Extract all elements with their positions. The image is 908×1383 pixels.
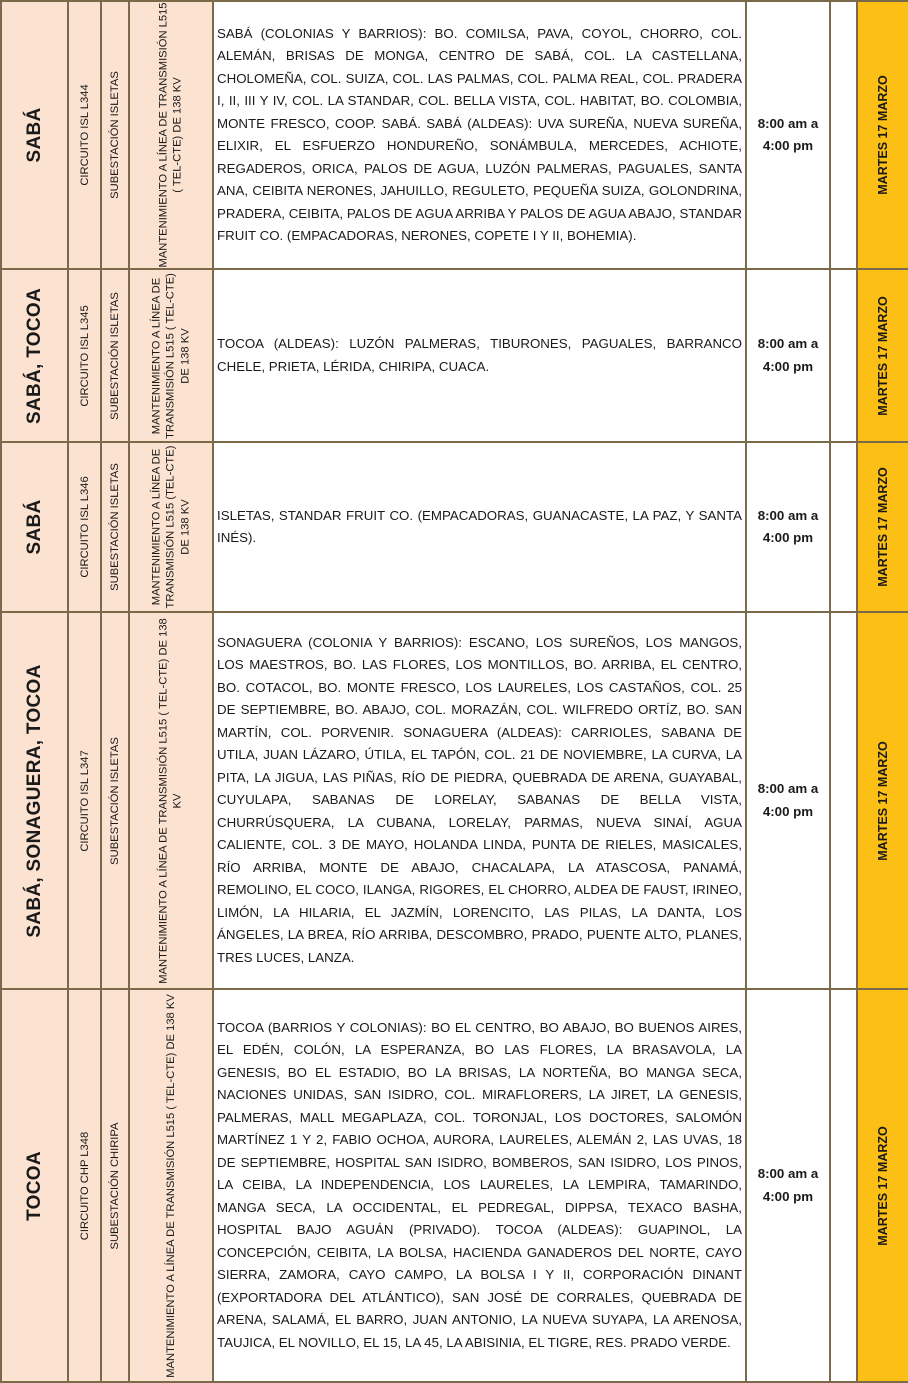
circuito-cell [68,989,101,1382]
trabajo-line: DE 138 KV [179,327,192,384]
circuito-label: CIRCUITO ISL L345 [78,304,91,407]
horario-label [747,113,829,158]
trabajo-label [164,994,178,1378]
circuito-cell [68,1,101,269]
subestacion-cell [101,989,129,1382]
subestacion-label: SUBESTACIÓN ISLETAS [108,291,121,420]
spacer-cell [830,442,857,612]
trabajo-line: MANTENIMIENTO A LÍNEA DE [150,277,163,434]
fecha-label: MARTES 17 MARZO [876,740,890,861]
municipio-label: SABÁ [23,107,45,163]
circuito-cell [68,269,101,442]
spacer-cell [830,1,857,269]
horario-label [747,1163,829,1208]
subestacion-label: SUBESTACIÓN ISLETAS [108,736,121,865]
horario-cell [746,442,830,612]
trabajo-cell [129,612,213,989]
fecha-label: MARTES 17 MARZO [876,295,890,416]
horario-cell [746,989,830,1382]
horario-cell [746,269,830,442]
subestacion-cell [101,269,129,442]
circuito-label: CIRCUITO ISL L346 [78,476,91,578]
areas-text: TOCOA (ALDEAS): LUZÓN PALMERAS, TIBURONES, PAGUALES, BARRANCO CHELE, PRIETA, LÉRIDA, CHIRIPA, CUACA. [217,336,742,374]
subestacion-cell [101,1,129,269]
trabajo-line: MANTENIMIENTO A LÍNEA DE [150,448,163,606]
circuito-label: CIRCUITO ISL L344 [78,84,91,186]
areas-text: SONAGUERA (COLONIA Y BARRIOS): ESCANO, LOS SUREÑOS, LOS MANGOS, LOS MAESTROS, BO. LAS FLORES, LOS MONTILLOS, BO. ARRIBA, EL CENTRO, BO. COTACOL, BO. MONTE FRESCO, LOS LAURELES, LOS CASTAÑOS, COL. 25 DE SEPTIEMBRE, BO. ABAJO, COL. MORAZÁN, COL. WILFREDO ORTÍZ, BO. SAN MARTÍN, COL. PORVENIR. SONAGUERA (ALDEAS): CARRIOLES, SABANA DE UTILA, JUAN LÁZARO, ÚTILA, EL TAPÓN, COL. 21 DE NOVIEMBRE, LA CURVA, LA PITA, LA JIGUA, LAS PIÑAS, RÍO DE PIEDRA, QUEBRADA DE ARENA, GUAYABAL, CUYULAPA, SABANAS DE LORELAY, SABANAS DE BELLA VISTA, CHURRÚSQUERA, LA CUBANA, LORELAY, PARMAS, NUEVA SINAÍ, AGUA CALIENTE, COL. 3 DE MAYO, HOLANDA LINDA, PUNTA DE RIELES, MASICALES, RÍO ARRIBA, MONTE DE ABAJO, CHACALAPA, LA ATASCOSA, PANAMÁ, REMOLINO, EL COCO, ILANGA, RIGORES, EL CHORRO, ALDEA DE FAUST, IRINEO, LIMÓN, LA HILARIA, EL JAZMÍN, LORENCITO, LAS PILAS, LA DANTA, LOS ÁNGELES, LA BREA, RÍO ARRIBA, DESCOMBRO, PRADO, PUENTE ALTO, PLANES, TRES LUCES, LANZA. [217,634,742,965]
subestacion-label: SUBESTACIÓN CHIRIPA [108,1121,121,1250]
horario-label [747,333,829,378]
municipio-cell [1,989,68,1382]
trabajo-line: ( TEL-CTE) DE 138 KV [172,77,184,193]
subestacion-cell [101,612,129,989]
trabajo-cell [129,1,213,269]
subestacion-label: SUBESTACIÓN ISLETAS [108,463,121,591]
circuito-cell [68,442,101,612]
circuito-cell [68,612,101,989]
subestacion-label: SUBESTACIÓN ISLETAS [108,71,121,199]
trabajo-cell [129,442,213,612]
trabajo-cell [129,989,213,1382]
municipio-cell [1,1,68,269]
horario-end: 4:00 pm [762,358,814,374]
areas-text: ISLETAS, STANDAR FRUIT CO. (EMPACADORAS, GUANACASTE, LA PAZ, Y SANTA INÉS). [217,507,742,545]
municipio-label: SABÁ, TOCOA [23,287,45,424]
fecha-cell [857,442,908,612]
trabajo-line: KV [172,793,184,808]
trabajo-label [157,618,186,984]
horario-end: 4:00 pm [762,138,814,153]
horario-start: 8:00 am a [757,781,819,796]
trabajo-line: TRANSMISIÓN L515 (TEL-CTE) [164,445,177,609]
trabajo-cell [129,269,213,442]
subestacion-cell [101,442,129,612]
fecha-label: MARTES 17 MARZO [876,75,890,195]
spacer-cell [830,989,857,1382]
horario-end: 4:00 pm [762,530,814,545]
horario-label [747,505,829,550]
table-row [1,989,908,1382]
municipio-cell [1,612,68,989]
table-row [1,269,908,442]
fecha-label: MARTES 17 MARZO [876,1125,890,1246]
horario-start: 8:00 am a [757,507,819,523]
trabajo-line: MANTENIMIENTO A LÍNEA DE TRANSMISIÓN L515 ( TEL-CTE) DE 138 [157,617,170,984]
municipio-cell [1,269,68,442]
horario-label [747,778,829,823]
areas-text: TOCOA (BARRIOS Y COLONIAS): BO EL CENTRO, BO ABAJO, BO BUENOS AIRES, EL EDÉN, COLÓN, LA ESPERANZA, BO LAS FLORES, LA BRASAVOLA, LA GENESIS, BO EL ESTADIO, BO LA BRISAS, LA NORTEÑA, BO MANGA SECA, NACIONES UNIDAS, SAN ISIDRO, COL. MIRAFLORERS, LA JIRET, LA GENESIS, PALMERAS, MALL MEGAPLAZA, COL. TORONJAL, LOS DOCTORES, SALOMÓN MARTÍNEZ 1 Y 2, FABIO OCHOA, AURORA, LAURELES, ALEMÁN 2, LAS UVAS, 18 DE SEPTIEMBRE, HOSPITAL SAN ISIDRO, BOMBEROS, SAN ISIDRO, LOS PINOS, LA CEIBA, LA INDEPENDENCIA, LOS LAURELES, LA LEMPIRA, TAMARINDO, MANGA SECA, LA OCCIDENTAL, EL PEDREGAL, DIPPSA, TEXACO BASHA, HOSPITAL BAJO AGUÁN (PRIVADO). TOCOA (ALDEAS): GUAPINOL, LA CONCEPCIÓN, CEIBITA, LA BOLSA, HACIENDA GANADEROS DEL NORTE, CAYO SIERRA, ZAMORA, CAYO CAMPO, LA BOLSA I Y II, CORPORACIÓN DINANT (EXPORTADORA DEL ATLÁNTICO), SAN JOSÉ DE CORRALES, QUEBRADA DE ARENA, SALAMÁ, EL BARRO, JUAN ANTONIO, LA NUEVA SUYAPA, LA ARENOSA, TAUJICA, EL NOVILLO, EL 15, LA 45, LA ABISINIA, EL TIGRE, RES. PRADO VERDE. [217,1019,742,1350]
areas-cell [213,989,746,1382]
spacer-cell [830,612,857,989]
table-row [1,442,908,612]
municipio-cell [1,442,68,612]
horario-cell [746,1,830,269]
trabajo-line: TRANSMISIÓN L515 ( TEL-CTE) [164,272,177,439]
circuito-label: CIRCUITO CHP L348 [78,1131,91,1240]
municipio-label: TOCOA [23,1150,45,1221]
areas-text: SABÁ (COLONIAS Y BARRIOS): BO. COMILSA, PAVA, COYOL, CHORRO, COL. ALEMÁN, BRISAS DE MONGA, CENTRO DE SABÁ, COL. LA CASTELLANA, CHOLOMEÑA, COL. SUIZA, COL. LAS PALMAS, COL. PALMA REAL, COL. PRADERA I, II, III Y IV, COL. LA STANDAR, COL. BELLA VISTA, COL. HABITAT, BO. COLOMBIA, MONTE FRESCO, COOP. SABÁ. SABÁ (ALDEAS): UVA SUREÑA, NUEVA SUREÑA, ELIXIR, EL ESFUERZO HONDUREÑO, SONÁMBULA, MERCEDES, ACHIOTE, REGADEROS, ORICA, PALOS DE AGUA, LUZÓN PALMERAS, PAGUALES, SANTA ANA, CEIBITA NERONES, JAHUILLO, REGULETO, PEQUEÑA SUIZA, GOLONDRINA, PRADERA, CEIBITA, PALOS DE AGUA ARRIBA Y PALOS DE AGUA ABAJO, STANDAR FRUIT CO. (EMPACADORAS, NERONES, COPETE I Y II, BOHEMIA). [217,25,742,243]
municipio-label: SABÁ, SONAGUERA, TOCOA [23,663,45,938]
trabajo-label [157,2,186,267]
horario-start: 8:00 am a [757,115,819,131]
areas-cell [213,269,746,442]
areas-cell [213,1,746,269]
horario-end: 4:00 pm [762,1188,814,1204]
fecha-cell [857,612,908,989]
municipio-label: SABÁ [23,499,45,555]
fecha-cell [857,1,908,269]
areas-cell [213,442,746,612]
table-row [1,612,908,989]
circuito-label: CIRCUITO ISL L347 [78,749,91,852]
horario-start: 8:00 am a [757,336,819,351]
trabajo-line: MANTENIMIENTO A LÍNEA DE TRANSMISIÓN L515 ( TEL-CTE) DE 138 KV [164,993,177,1378]
fecha-cell [857,269,908,442]
trabajo-line: DE 138 KV [179,499,192,555]
fecha-label: MARTES 17 MARZO [876,467,890,587]
horario-start: 8:00 am a [757,1166,819,1181]
horario-end: 4:00 pm [762,803,814,819]
spacer-cell [830,269,857,442]
table-row [1,1,908,269]
trabajo-label [150,446,193,609]
fecha-cell [857,989,908,1382]
horario-cell [746,612,830,989]
trabajo-label [150,273,193,439]
areas-cell [213,612,746,989]
trabajo-line: MANTENIMIENTO A LÍNEA DE TRANSMISIÓN L515 [157,2,170,268]
